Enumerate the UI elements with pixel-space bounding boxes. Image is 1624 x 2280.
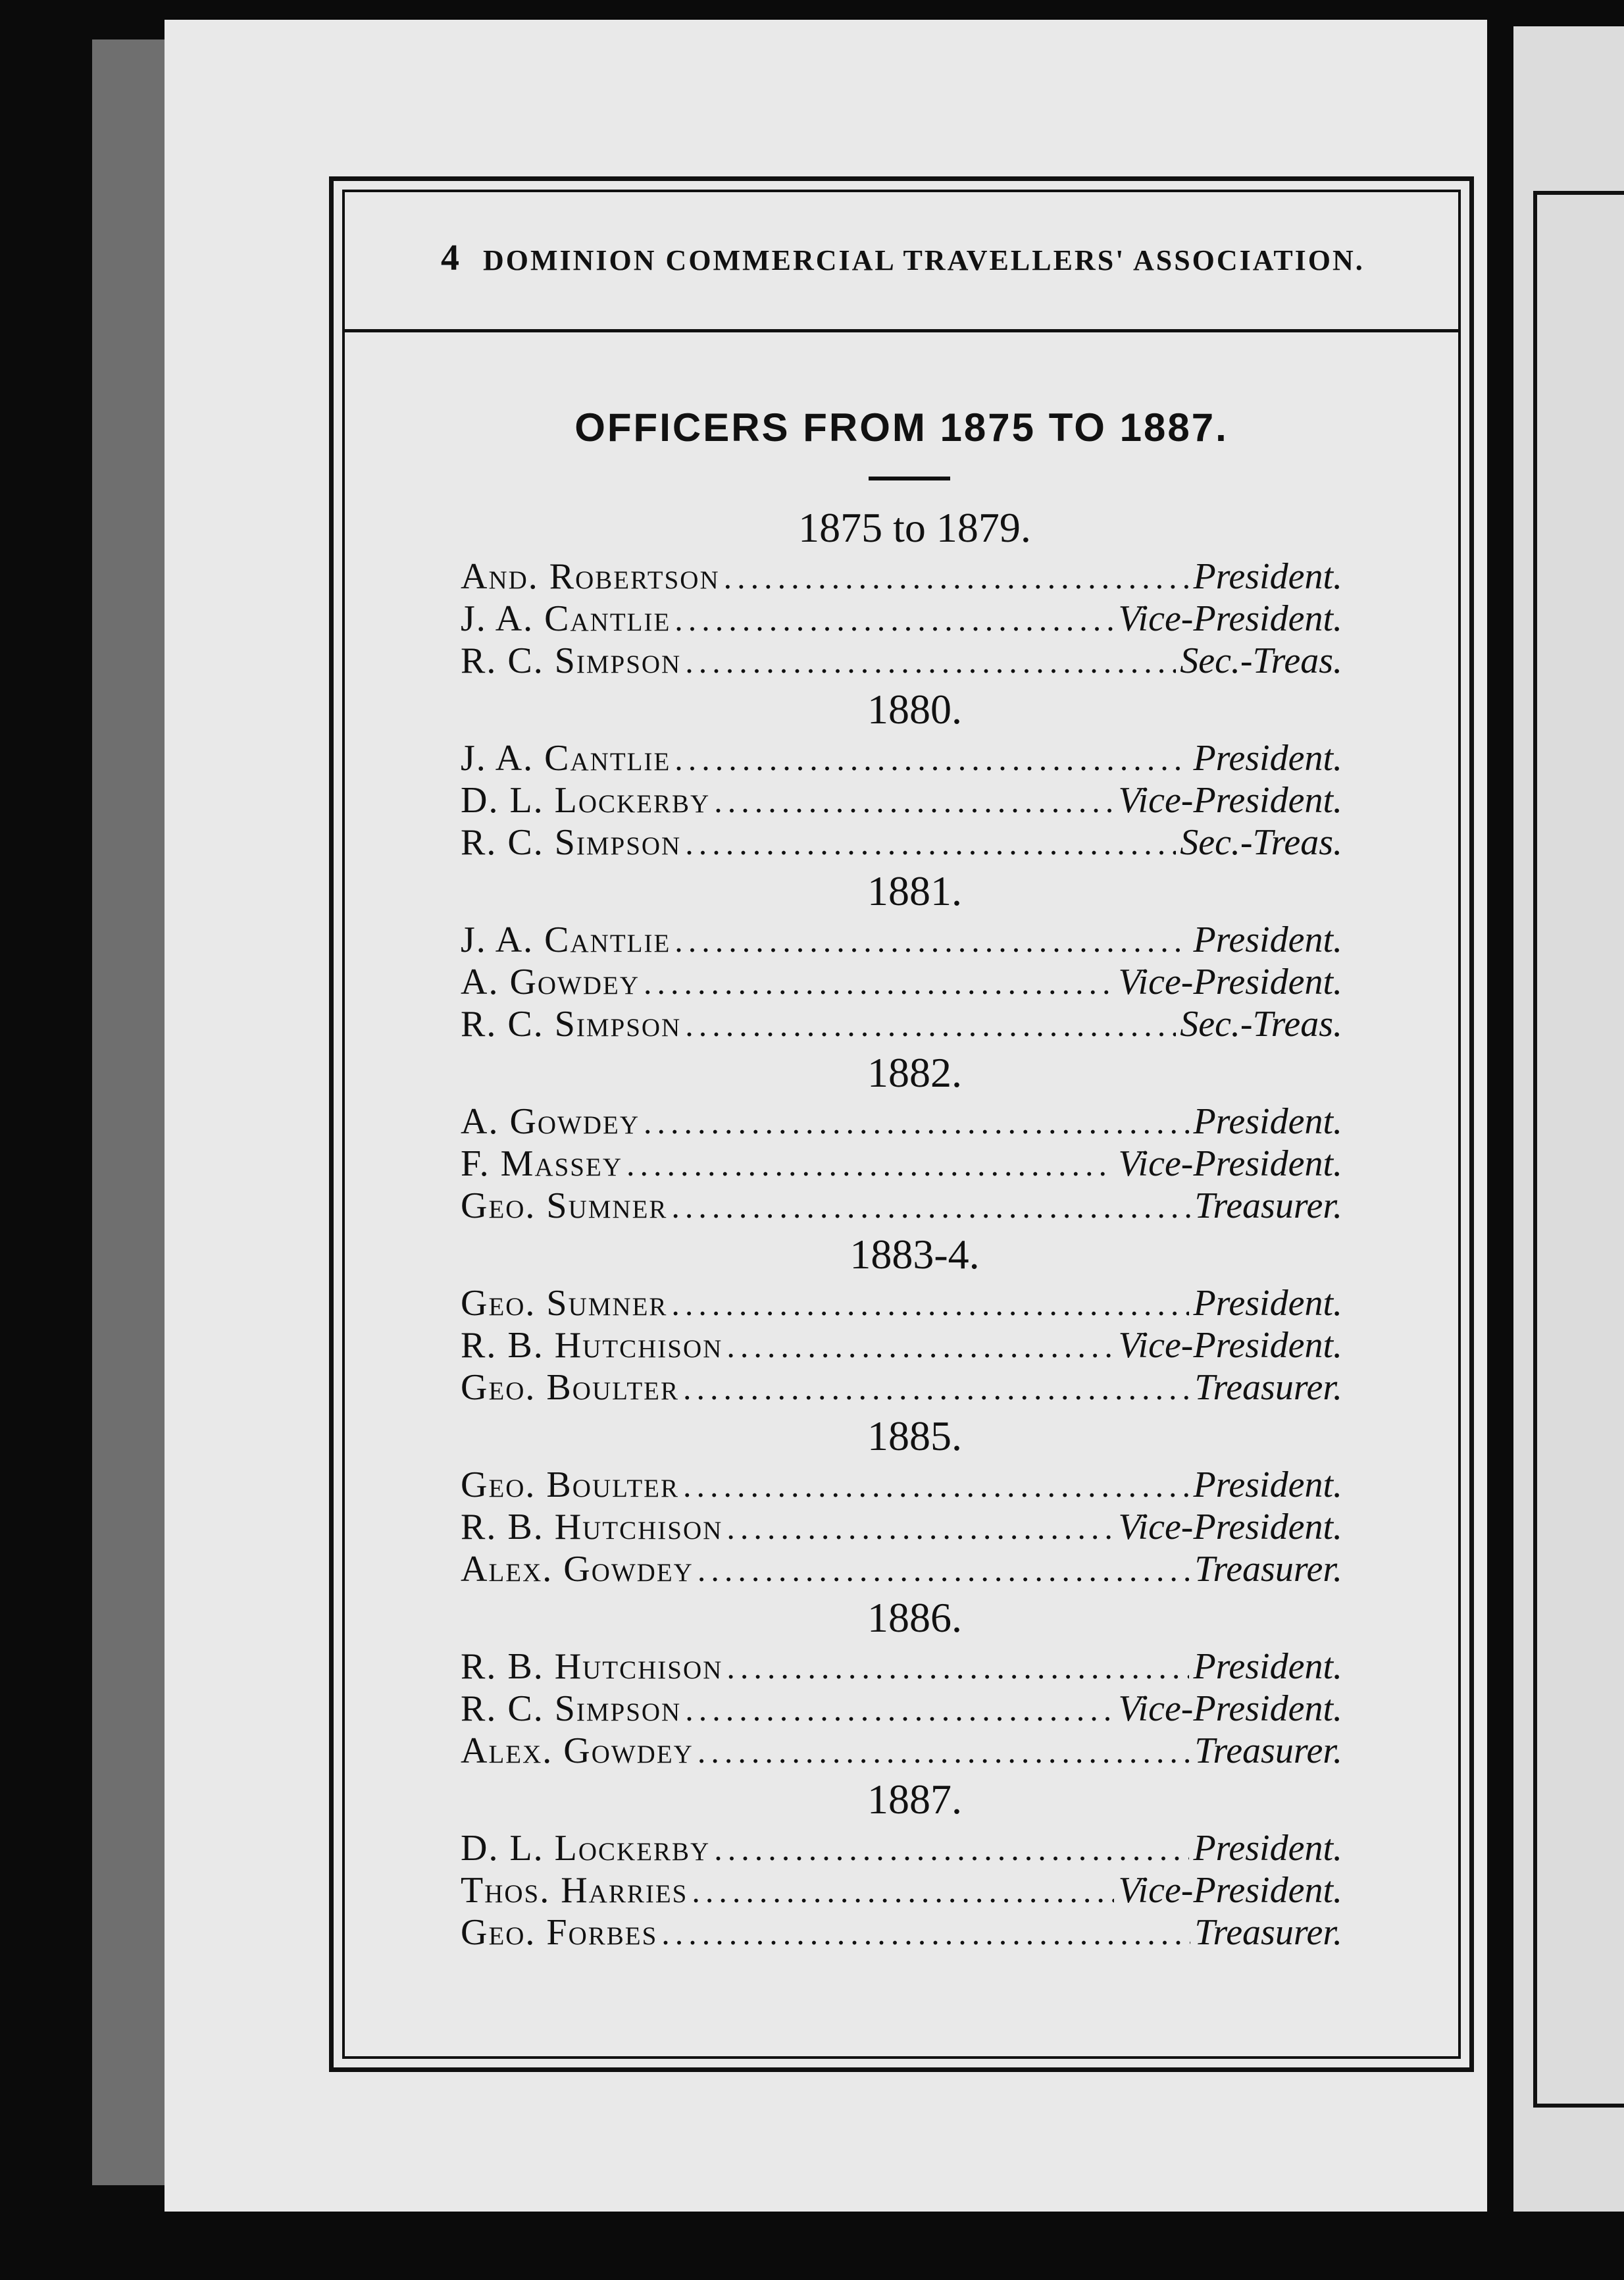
- officer-row: [461, 1688, 1342, 1730]
- dot-leader: [674, 738, 1189, 780]
- officer-row: [461, 1366, 1342, 1409]
- officer-office: President.: [1193, 920, 1342, 960]
- officer-office: Vice-President.: [1118, 1688, 1342, 1729]
- officer-name: A. Gowdey: [461, 962, 640, 1002]
- dot-leader: [698, 1730, 1191, 1773]
- dot-leader: [671, 1185, 1190, 1228]
- officer-office: Treasurer.: [1194, 1367, 1342, 1408]
- dot-leader: [726, 1646, 1189, 1688]
- officer-name: R. B. Hutchison: [461, 1507, 723, 1547]
- officer-row: [461, 1464, 1342, 1506]
- year-heading: 1875 to 1879.: [798, 504, 1031, 551]
- officer-row: [461, 1282, 1342, 1324]
- dot-leader: [724, 556, 1190, 598]
- officer-name: Geo. Boulter: [461, 1367, 680, 1408]
- officer-name: Geo. Sumner: [461, 1283, 668, 1324]
- dot-leader: [644, 1101, 1189, 1143]
- dot-leader: [714, 780, 1114, 822]
- officer-row: [461, 556, 1342, 598]
- dot-leader: [726, 1507, 1114, 1549]
- officer-row: [461, 821, 1342, 864]
- officer-row: [461, 737, 1342, 779]
- dot-leader: [685, 1004, 1176, 1046]
- officer-name: Geo. Forbes: [461, 1912, 658, 1953]
- officer-name: Alex. Gowdey: [461, 1730, 694, 1771]
- page-title: OFFICERS FROM 1875 TO 1887.: [574, 405, 1229, 450]
- year-heading: 1881.: [867, 868, 962, 914]
- officer-row: [461, 961, 1342, 1003]
- header-divider: [342, 329, 1461, 332]
- year-heading: 1880.: [867, 686, 962, 733]
- officer-name: R. C. Simpson: [461, 1004, 682, 1045]
- year-heading: 1887.: [867, 1776, 962, 1823]
- dot-leader: [685, 640, 1176, 683]
- officer-row: [461, 1324, 1342, 1366]
- officer-row: [461, 640, 1342, 682]
- officer-name: And. Robertson: [461, 556, 720, 597]
- officer-office: Vice-President.: [1118, 598, 1342, 639]
- officer-name: J. A. Cantlie: [461, 920, 671, 960]
- dot-leader: [661, 1912, 1190, 1954]
- year-heading: 1886.: [867, 1594, 962, 1641]
- officer-row: [461, 1143, 1342, 1185]
- officer-name: J. A. Cantlie: [461, 738, 671, 779]
- officer-name: R. B. Hutchison: [461, 1646, 723, 1687]
- officer-row: [461, 1827, 1342, 1869]
- officer-name: R. C. Simpson: [461, 1688, 682, 1729]
- officer-office: President.: [1193, 1828, 1342, 1869]
- officer-office: President.: [1193, 1101, 1342, 1142]
- dot-leader: [698, 1549, 1191, 1591]
- officer-office: President.: [1193, 556, 1342, 597]
- officer-office: Vice-President.: [1118, 780, 1342, 821]
- officer-name: D. L. Lockerby: [461, 1828, 711, 1869]
- officer-office: Treasurer.: [1194, 1730, 1342, 1771]
- dot-leader: [726, 1325, 1114, 1367]
- officer-name: F. Massey: [461, 1143, 622, 1184]
- officer-office: Sec.-Treas.: [1180, 640, 1342, 681]
- dot-leader: [671, 1283, 1189, 1325]
- officer-name: Thos. Harries: [461, 1870, 688, 1911]
- title-underline: [869, 477, 950, 480]
- officer-row: [461, 1911, 1342, 1954]
- year-heading: 1883-4.: [850, 1231, 980, 1278]
- officer-row: [461, 779, 1342, 821]
- running-title: DOMINION COMMERCIAL TRAVELLERS' ASSOCIATION.: [483, 244, 1365, 276]
- officer-office: Treasurer.: [1194, 1912, 1342, 1953]
- officer-name: Geo. Boulter: [461, 1464, 680, 1505]
- dot-leader: [685, 1688, 1114, 1730]
- officer-row: [461, 1730, 1342, 1772]
- officer-name: J. A. Cantlie: [461, 598, 671, 639]
- facing-page-edge: [1513, 26, 1624, 2212]
- officer-office: President.: [1193, 738, 1342, 779]
- officers-list: [461, 500, 1342, 1954]
- facing-page-border: [1533, 191, 1624, 2108]
- officer-row: [461, 1185, 1342, 1227]
- officer-name: R. C. Simpson: [461, 822, 682, 863]
- officer-office: Sec.-Treas.: [1180, 1004, 1342, 1045]
- officer-name: A. Gowdey: [461, 1101, 640, 1142]
- officer-name: R. B. Hutchison: [461, 1325, 723, 1366]
- officer-row: [461, 1645, 1342, 1688]
- officer-row: [461, 1003, 1342, 1045]
- officer-office: Treasurer.: [1194, 1549, 1342, 1590]
- officer-row: [461, 919, 1342, 961]
- dot-leader: [626, 1143, 1114, 1185]
- officer-office: Sec.-Treas.: [1180, 822, 1342, 863]
- officer-row: [461, 1506, 1342, 1548]
- officer-name: Alex. Gowdey: [461, 1549, 694, 1590]
- officer-office: Vice-President.: [1118, 1143, 1342, 1184]
- running-header: [441, 237, 1365, 279]
- officer-name: D. L. Lockerby: [461, 780, 711, 821]
- dot-leader: [714, 1828, 1189, 1870]
- officer-name: Geo. Sumner: [461, 1185, 668, 1226]
- dot-leader: [674, 598, 1114, 640]
- officer-office: President.: [1193, 1283, 1342, 1324]
- dot-leader: [683, 1367, 1190, 1409]
- dot-leader: [644, 962, 1114, 1004]
- officer-row: [461, 1101, 1342, 1143]
- officer-office: Treasurer.: [1194, 1185, 1342, 1226]
- dot-leader: [683, 1464, 1189, 1507]
- year-heading: 1885.: [867, 1412, 962, 1459]
- officer-row: [461, 1548, 1342, 1590]
- dot-leader: [674, 920, 1189, 962]
- officer-row: [461, 598, 1342, 640]
- officer-office: President.: [1193, 1464, 1342, 1505]
- dot-leader: [685, 822, 1176, 864]
- officer-office: Vice-President.: [1118, 1507, 1342, 1547]
- officer-name: R. C. Simpson: [461, 640, 682, 681]
- officer-row: [461, 1869, 1342, 1911]
- officer-office: Vice-President.: [1118, 1870, 1342, 1911]
- officer-office: Vice-President.: [1118, 962, 1342, 1002]
- year-heading: 1882.: [867, 1049, 962, 1096]
- page-number: 4: [441, 238, 459, 278]
- officer-office: Vice-President.: [1118, 1325, 1342, 1366]
- officer-office: President.: [1193, 1646, 1342, 1687]
- dot-leader: [692, 1870, 1114, 1912]
